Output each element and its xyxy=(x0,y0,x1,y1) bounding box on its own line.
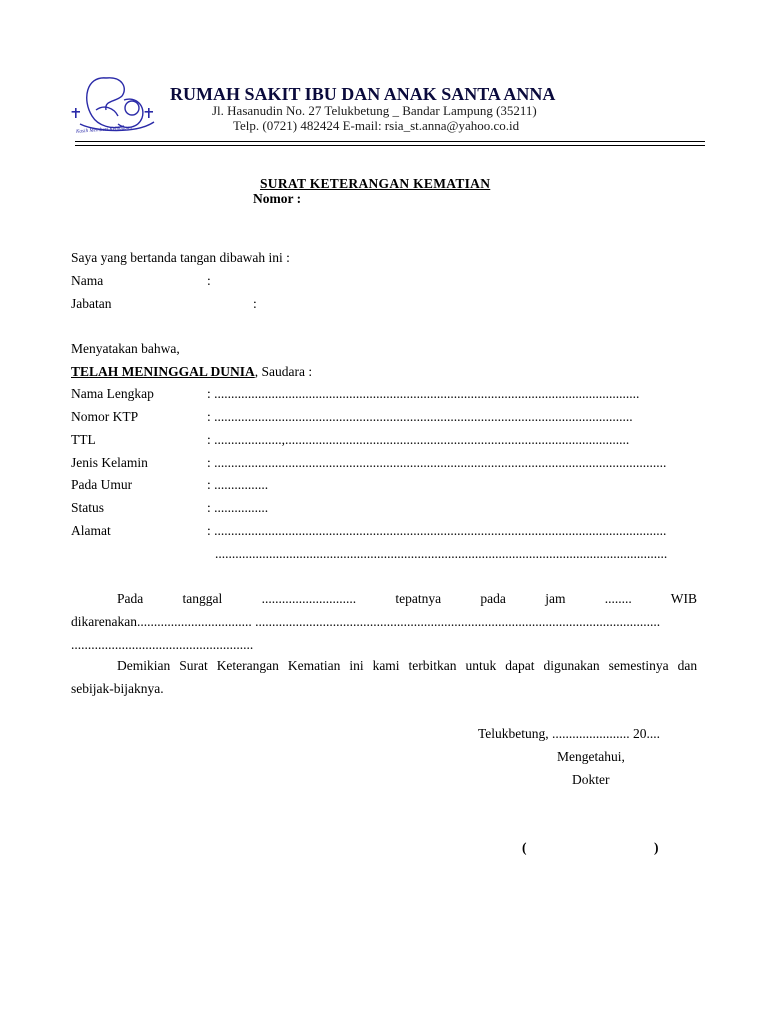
closing-word: Demikian xyxy=(117,658,171,673)
signature-place-date: Telukbetung, ....................... 20.... xyxy=(478,726,661,741)
field-value-address: : ...................................................................................................................................... xyxy=(207,523,667,538)
hospital-contact: Telp. (0721) 482424 E-mail: rsia_st.anna@yahoo.co.id xyxy=(233,118,520,133)
declaration-status xyxy=(71,364,312,380)
event-word: jam xyxy=(545,591,566,606)
event-line-2: dikarenakan.................................. ........................................................................................................................ xyxy=(71,614,661,629)
hospital-address: Jl. Hasanudin No. 27 Telukbetung _ Bandar Lampung (35211) xyxy=(212,103,537,118)
field-label-ttl: TTL xyxy=(71,432,96,447)
hospital-logo xyxy=(66,70,168,136)
event-word: WIB xyxy=(670,591,698,606)
field-value-ttl: : ....................,...................................................................................................... xyxy=(207,432,630,447)
signature-name-open-paren: ( xyxy=(522,840,527,855)
closing-word: Keterangan xyxy=(216,658,279,673)
event-word: pada xyxy=(480,591,506,606)
signer-name-label: Nama xyxy=(71,273,104,288)
field-value-full-name: : .............................................................................................................................. xyxy=(207,386,640,401)
field-label-age: Pada Umur xyxy=(71,477,133,492)
closing-word: digunakan xyxy=(543,658,600,673)
field-value-address-cont: ...................................................................................................................................... xyxy=(215,546,668,561)
field-value-age: : ................ xyxy=(207,477,269,492)
declaration-suffix: , Saudara : xyxy=(254,364,313,379)
closing-word: Surat xyxy=(179,658,208,673)
document-number-label: Nomor : xyxy=(253,191,302,206)
signature-name-close-paren: ) xyxy=(654,840,659,855)
event-word: tepatnya xyxy=(395,591,442,606)
event-line-1 xyxy=(117,591,697,607)
closing-word: dan xyxy=(677,658,698,673)
field-label-gender: Jenis Kelamin xyxy=(71,455,148,470)
closing-word: kami xyxy=(372,658,400,673)
field-label-full-name: Nama Lengkap xyxy=(71,386,154,401)
closing-word: dapat xyxy=(505,658,535,673)
event-time-blank: ........ xyxy=(604,591,632,606)
field-value-status: : ................ xyxy=(207,500,269,515)
event-date-blank: ............................ xyxy=(261,591,357,606)
signer-position-colon: : xyxy=(253,296,257,311)
signer-position-label: Jabatan xyxy=(71,296,112,311)
closing-word: Kematian xyxy=(287,658,341,673)
closing-word: ini xyxy=(349,658,364,673)
field-label-ktp: Nomor KTP xyxy=(71,409,139,424)
event-word: Pada xyxy=(117,591,144,606)
closing-word: terbitkan xyxy=(408,658,457,673)
deceased-status: TELAH MENINGGAL DUNIA xyxy=(71,364,255,379)
signer-intro: Saya yang bertanda tangan dibawah ini : xyxy=(71,250,290,265)
logo-caption: Kasih Memberi Kehidupan xyxy=(75,124,133,135)
closing-line-1 xyxy=(117,658,697,674)
closing-word: untuk xyxy=(465,658,497,673)
event-word: tanggal xyxy=(182,591,223,606)
field-value-ktp: : ............................................................................................................................ xyxy=(207,409,633,424)
header-rule-top xyxy=(75,141,705,142)
document-title: SURAT KETERANGAN KEMATIAN xyxy=(260,176,491,191)
signature-acknowledged: Mengetahui, xyxy=(557,749,625,764)
declaration-intro: Menyatakan bahwa, xyxy=(71,341,180,356)
header-rule-bottom xyxy=(75,145,705,146)
closing-line-2: sebijak-bijaknya. xyxy=(71,681,164,696)
event-line-3: ...................................................... xyxy=(71,637,254,652)
field-value-gender: : ...................................................................................................................................... xyxy=(207,455,667,470)
field-label-status: Status xyxy=(71,500,105,515)
signer-name-colon: : xyxy=(207,273,211,288)
signature-role: Dokter xyxy=(572,772,610,787)
closing-word: semestinya xyxy=(608,658,669,673)
field-label-address: Alamat xyxy=(71,523,111,538)
hospital-name: RUMAH SAKIT IBU DAN ANAK SANTA ANNA xyxy=(170,84,556,104)
